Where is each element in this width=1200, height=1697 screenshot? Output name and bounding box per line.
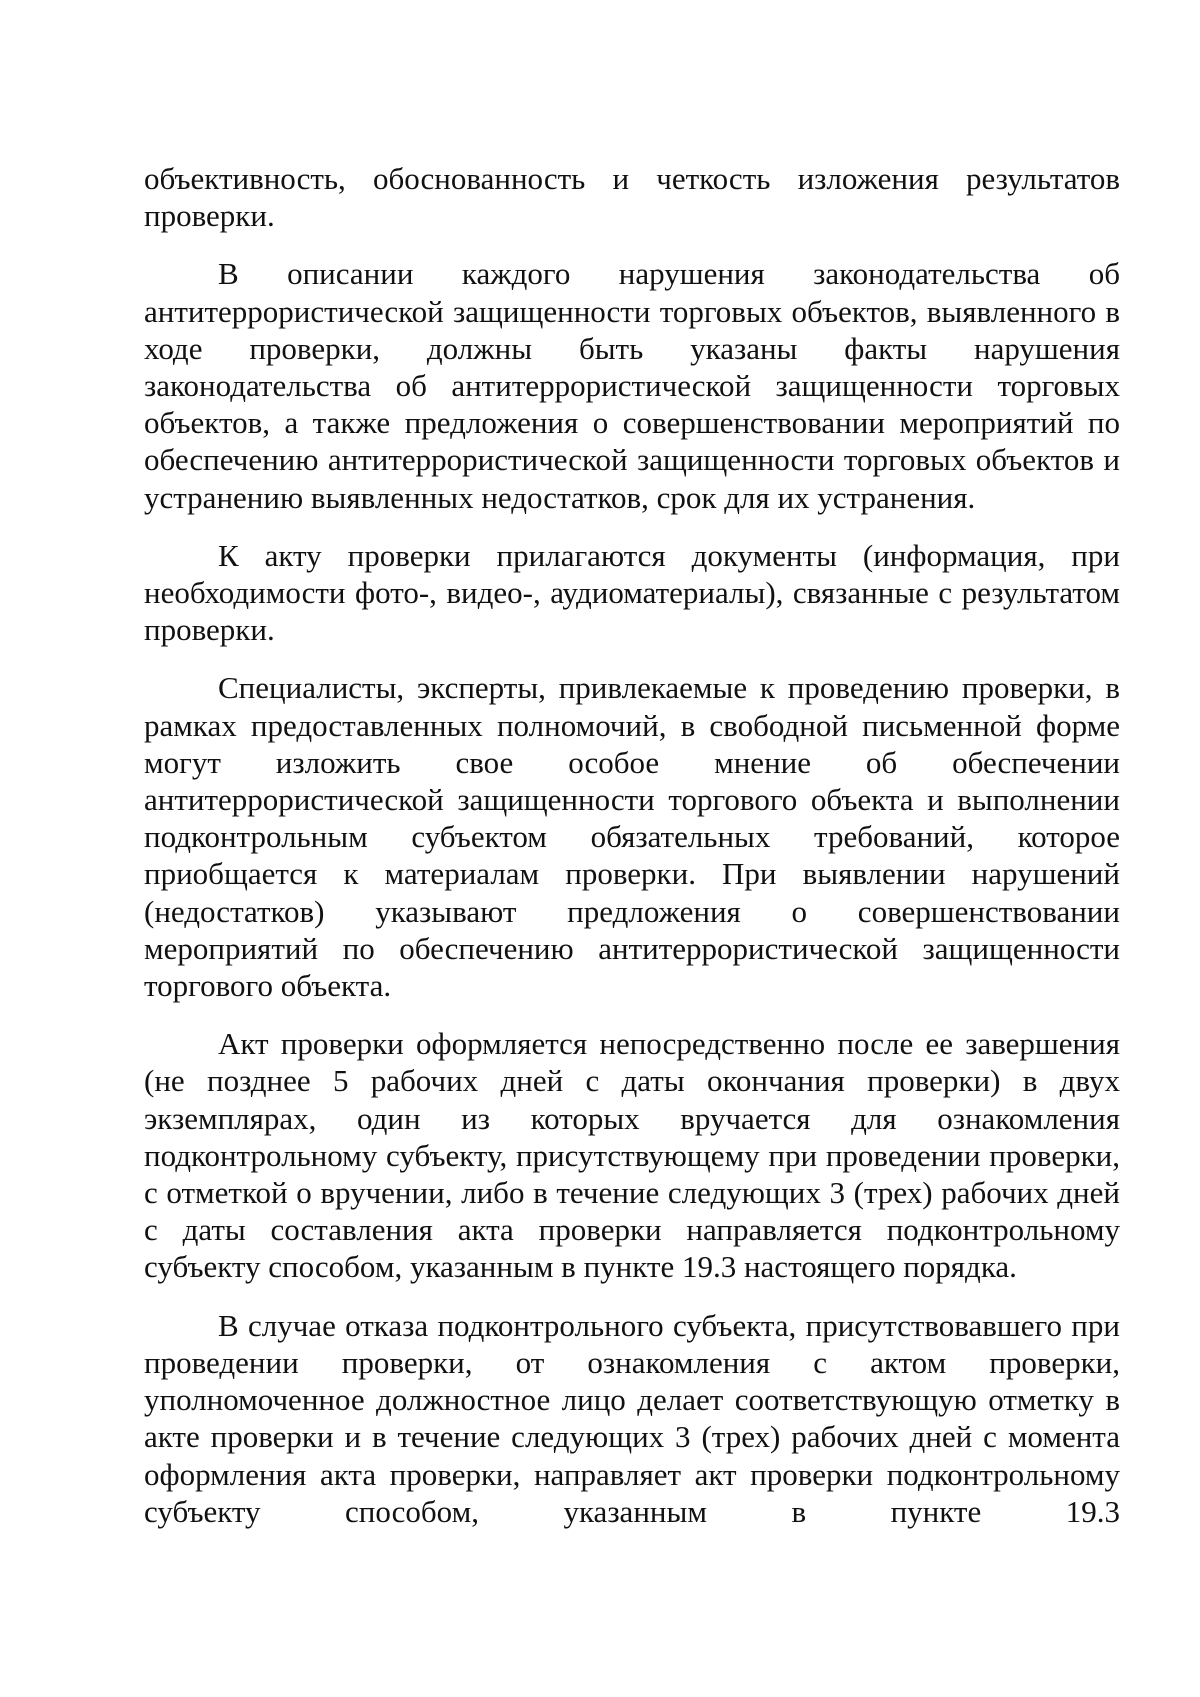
paragraph-attachments: К акту проверки прилагаются документы (информация, при необходимости фото-, видео-, аудиоматериалы), связанные с результатом проверки.	[144, 537, 1120, 648]
paragraph-act-execution: Акт проверки оформляется непосредственно после ее завершения (не позднее 5 рабочих дней с даты окончания проверки) в двух экземплярах, один из которых вручается для ознакомления подконтрольному субъекту, присутствующему при проведении проверки, с отметкой о вручении, либо в течение следующих 3 (трех) рабочих дней с даты составления акта проверки направляется подконтрольному субъекту способом, указанным в пункте 19.3 настоящего порядка.	[144, 1026, 1120, 1285]
paragraph-violation-description: В описании каждого нарушения законодательства об антитеррористической защищенности торговых объектов, выявленного в ходе проверки, должны быть указаны факты нарушения законодательства об антитеррористической защищенности торговых объектов, а также предложения о совершенствовании мероприятий по обеспечению антитеррористической защищенности торговых объектов и устранению выявленных недостатков, срок для их устранения.	[144, 256, 1120, 515]
document-body	[144, 160, 1120, 1530]
paragraph-continuation: объективность, обоснованность и четкость изложения результатов проверки.	[144, 161, 1120, 234]
paragraph-refusal: В случае отказа подконтрольного субъекта, присутствовавшего при проведении проверки, от ознакомления с актом проверки, уполномоченное должностное лицо делает соответствующую отметку в акте проверки и в течение следующих 3 (трех) рабочих дней с момента оформления акта проверки, направляет акт проверки подконтрольному субъекту способом, указанным в пункте 19.3	[144, 1307, 1120, 1529]
paragraph-specialists-opinion: Специалисты, эксперты, привлекаемые к проведению проверки, в рамках предоставленных полномочий, в свободной письменной форме могут изложить свое особое мнение об обеспечении антитеррористической защищенности торгового объекта и выполнении подконтрольным субъектом обязательных требований, которое приобщается к материалам проверки. При выявлении нарушений (недостатков) указывают предложения о совершенствовании мероприятий по обеспечению антитеррористической защищенности торгового объекта.	[144, 670, 1120, 1004]
